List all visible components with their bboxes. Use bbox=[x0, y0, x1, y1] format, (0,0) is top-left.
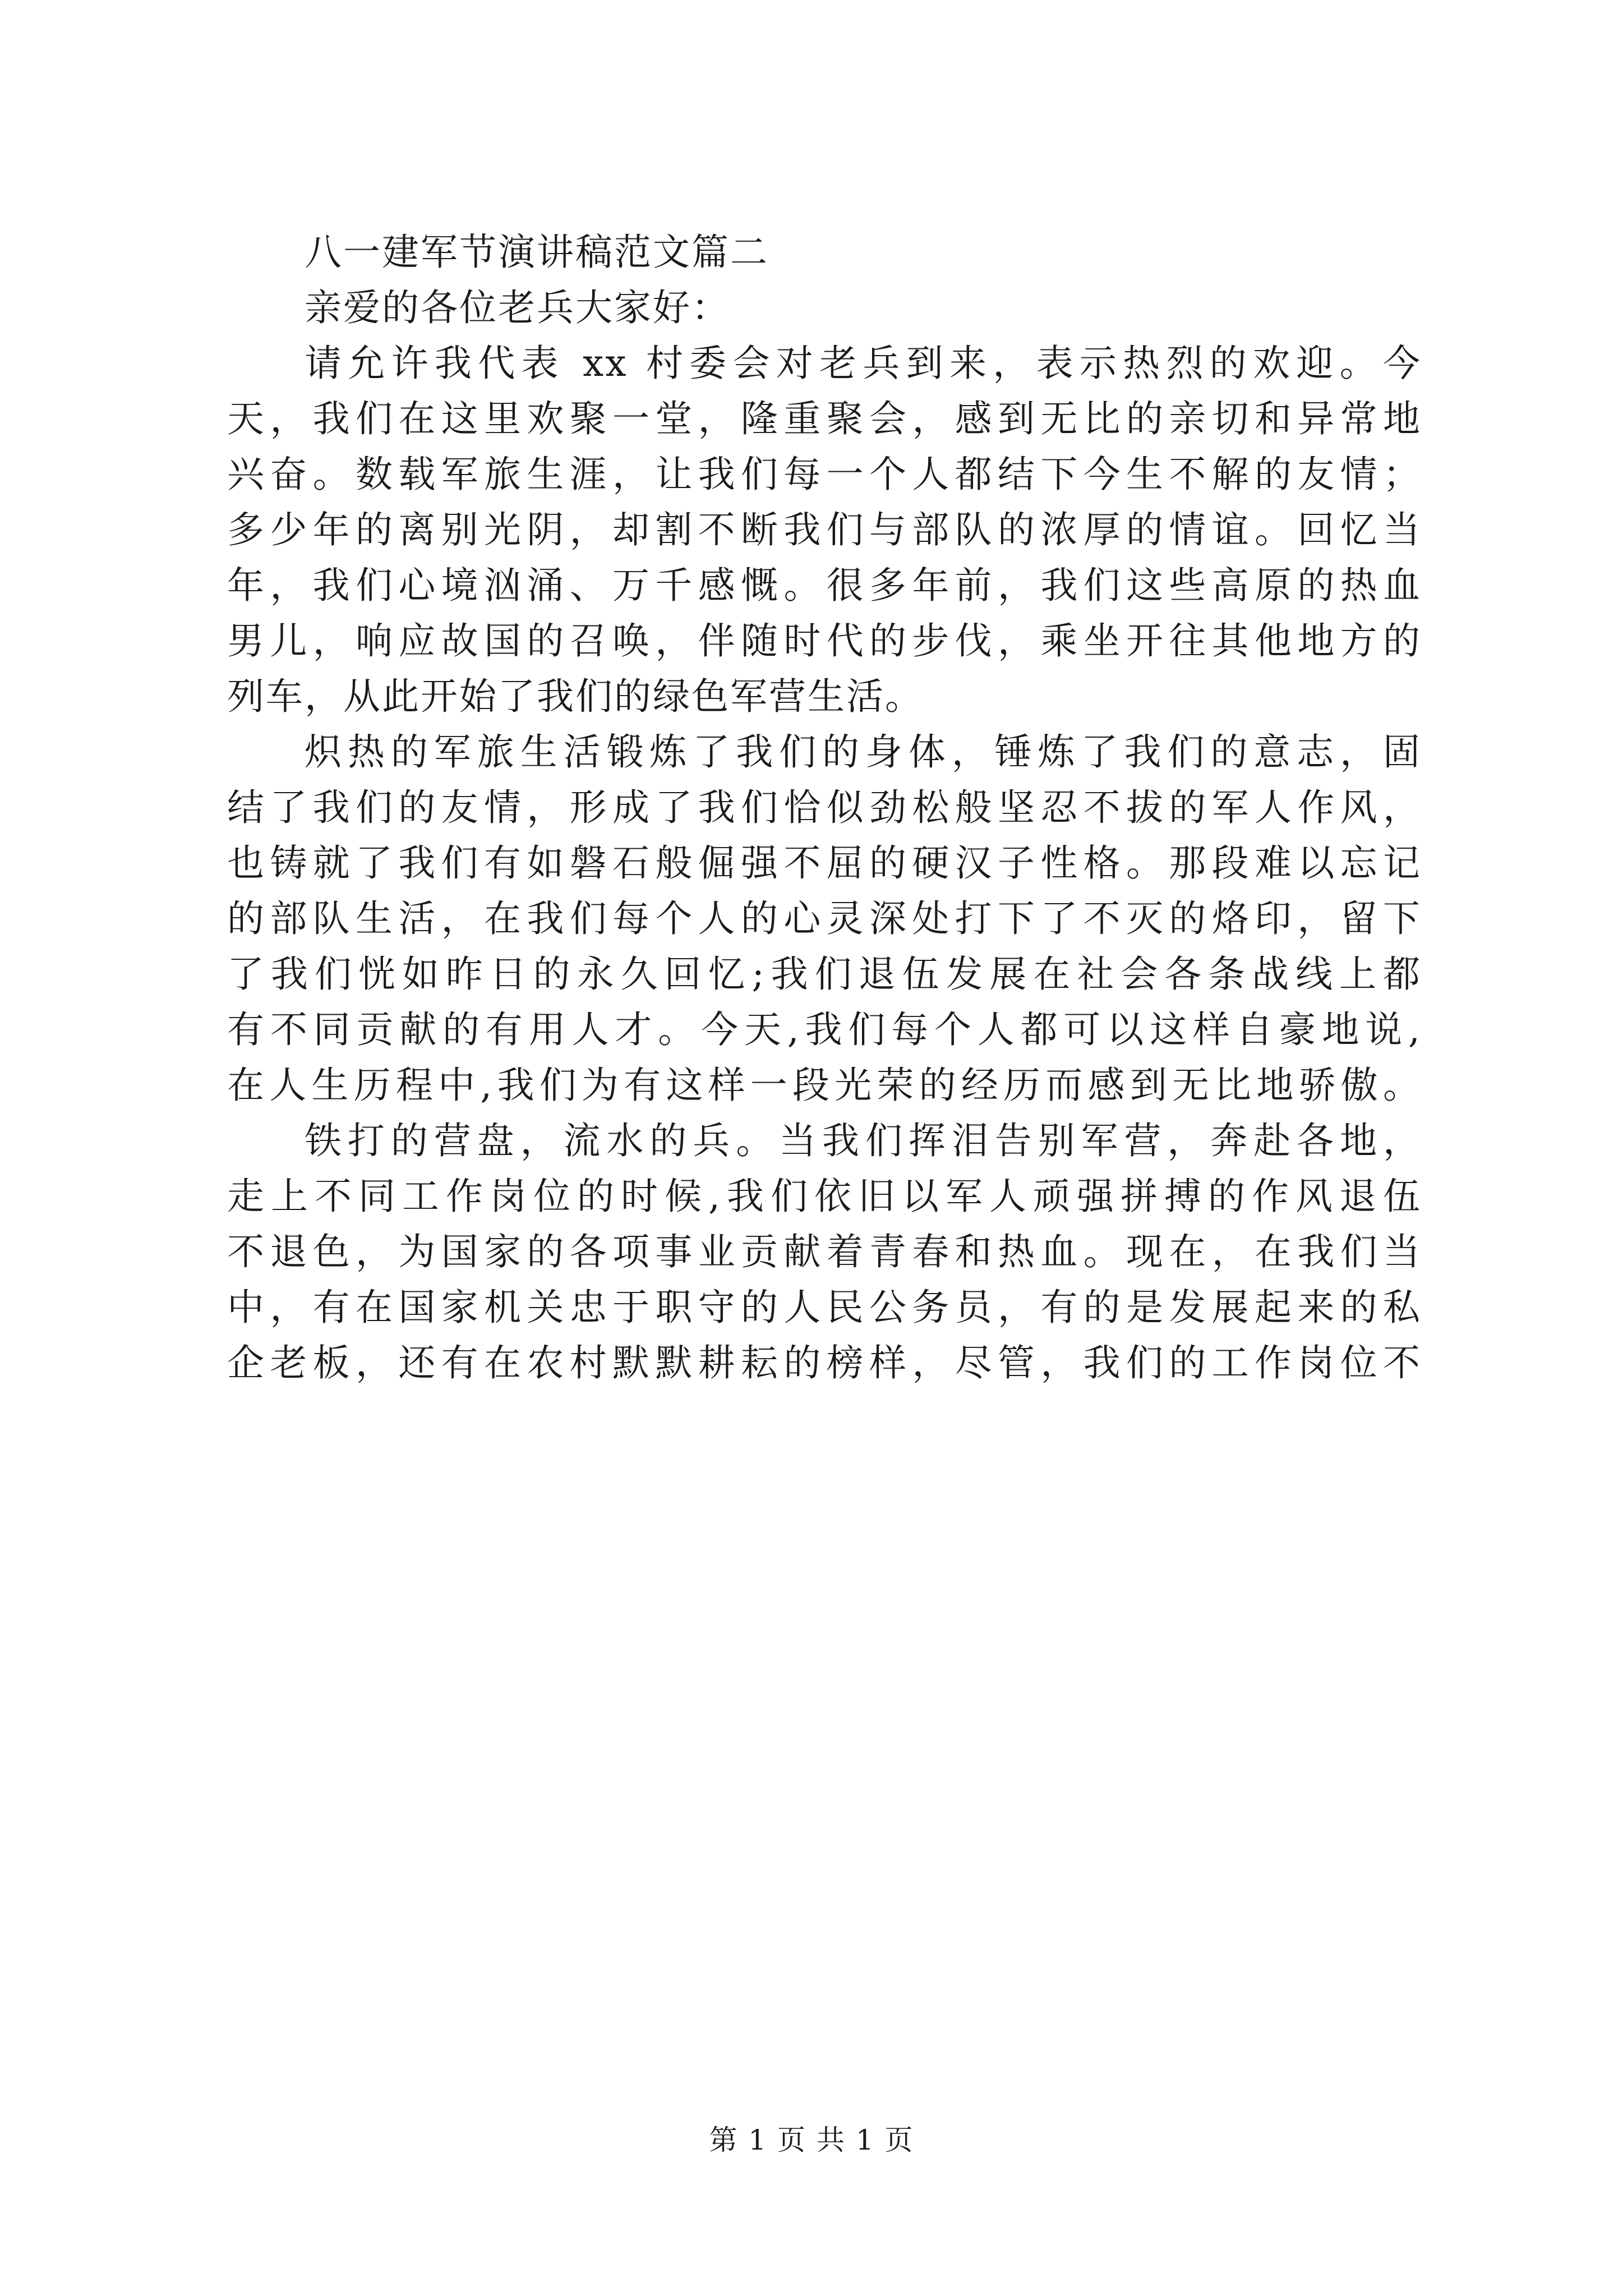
document-body bbox=[227, 224, 1422, 1391]
page-number-footer: 第 1 页 共 1 页 bbox=[709, 2124, 914, 2156]
paragraph-line: 铁打的营盘，流水的兵。当我们挥泪告别军营，奔赴各地， bbox=[305, 1119, 1422, 1162]
paragraph-2 bbox=[227, 724, 1422, 1113]
paragraph-line: 兴奋。数载军旅生涯，让我们每一个人都结下今生不解的友情； bbox=[227, 453, 1422, 496]
document-title: 八一建军节演讲稿范文篇二 bbox=[305, 231, 769, 274]
paragraph-line: 多少年的离别光阴，却割不断我们与部队的浓厚的情谊。回忆当 bbox=[227, 508, 1422, 551]
paragraph-line: 在人生历程中,我们为有这样一段光荣的经历而感到无比地骄傲。 bbox=[227, 1064, 1422, 1107]
paragraph-line: 中，有在国家机关忠于职守的人民公务员，有的是发展起来的私 bbox=[227, 1286, 1422, 1329]
paragraph-line: 年，我们心境汹涌、万千感慨。很多年前，我们这些高原的热血 bbox=[227, 564, 1422, 607]
paragraph-line: 的部队生活，在我们每个人的心灵深处打下了不灭的烙印，留下 bbox=[227, 897, 1422, 940]
paragraph-3 bbox=[227, 1113, 1422, 1391]
paragraph-line: 了我们恍如昨日的永久回忆;我们退伍发展在社会各条战线上都 bbox=[227, 953, 1422, 996]
paragraph-line: 炽热的军旅生活锻炼了我们的身体，锤炼了我们的意志，固 bbox=[305, 730, 1422, 774]
paragraph-line: 男儿，响应故国的召唤，伴随时代的步伐，乘坐开往其他地方的 bbox=[227, 619, 1422, 662]
paragraph-line: 请允许我代表 xx 村委会对老兵到来，表示热烈的欢迎。今 bbox=[305, 342, 1422, 385]
paragraph-line: 结了我们的友情，形成了我们恰似劲松般坚忍不拔的军人作风， bbox=[227, 786, 1422, 829]
paragraph-line: 列车，从此开始了我们的绿色军营生活。 bbox=[227, 675, 924, 718]
paragraph-line: 有不同贡献的有用人才。今天,我们每个人都可以这样自豪地说, bbox=[227, 1008, 1422, 1051]
paragraph-line: 也铸就了我们有如磐石般倔强不屈的硬汉子性格。那段难以忘记 bbox=[227, 841, 1422, 885]
paragraph-line: 不退色，为国家的各项事业贡献着青春和热血。现在，在我们当 bbox=[227, 1230, 1422, 1273]
paragraph-line: 天，我们在这里欢聚一堂，隆重聚会，感到无比的亲切和异常地 bbox=[227, 397, 1422, 440]
paragraph-1 bbox=[227, 335, 1422, 724]
paragraph-line: 企老板，还有在农村默默耕耘的榜样，尽管，我们的工作岗位不 bbox=[227, 1341, 1422, 1384]
greeting-line: 亲爱的各位老兵大家好： bbox=[305, 286, 730, 329]
paragraph-line: 走上不同工作岗位的时候,我们依旧以军人顽强拼搏的作风退伍 bbox=[227, 1175, 1422, 1218]
